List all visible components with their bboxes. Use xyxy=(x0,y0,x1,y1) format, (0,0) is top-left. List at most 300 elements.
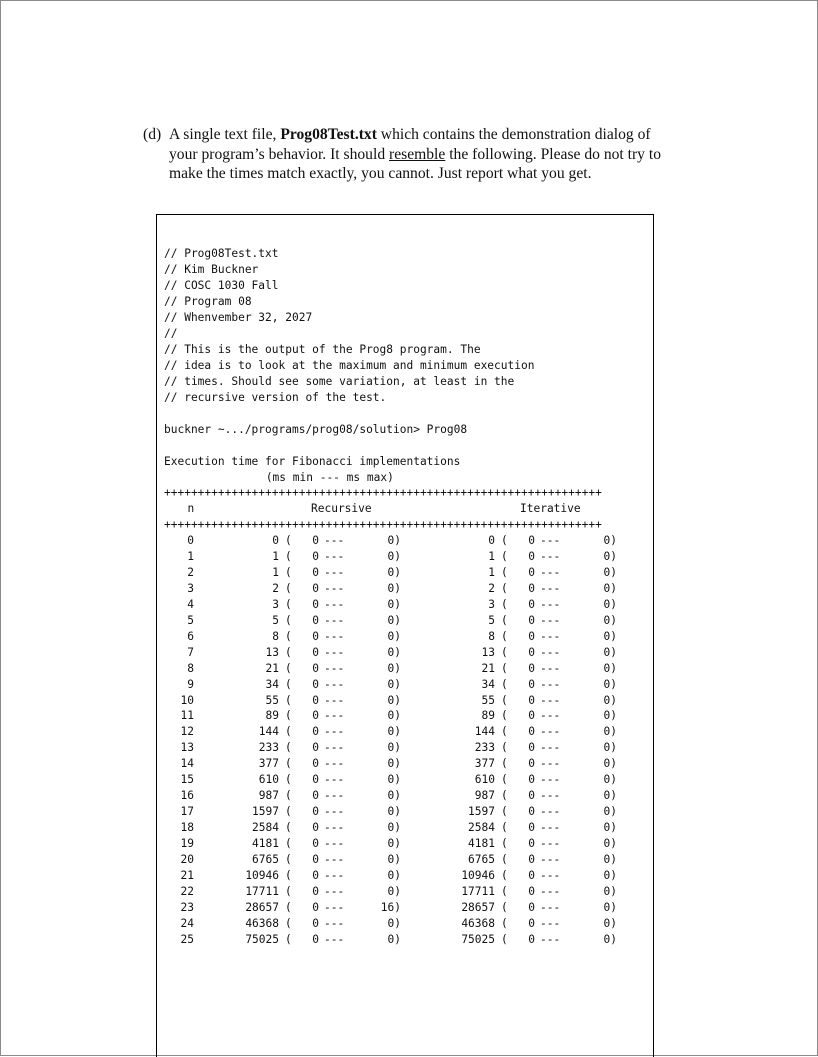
list-item-d xyxy=(143,125,733,184)
cell-recursive-min: 0 xyxy=(312,565,319,579)
item-text-post: which contains the demonstration dialog of xyxy=(376,126,651,143)
cell-n: 12 xyxy=(180,725,194,739)
cell-paren: ( xyxy=(285,565,292,579)
cell-dash: --- xyxy=(540,837,561,851)
cell-dash: --- xyxy=(540,645,561,659)
cell-dash: --- xyxy=(540,661,561,675)
cell-dash: --- xyxy=(540,709,561,723)
table-row xyxy=(164,804,644,820)
cell-paren: ( xyxy=(501,565,508,579)
table-row xyxy=(164,756,644,772)
cell-recursive-value: 1597 xyxy=(252,805,279,819)
cell-dash: --- xyxy=(540,597,561,611)
cell-recursive-max: 0) xyxy=(387,677,401,691)
cell-dash: --- xyxy=(540,853,561,866)
cell-recursive-min: 0 xyxy=(312,821,319,835)
cell-iterative-max: 0) xyxy=(603,916,617,930)
cell-dash: --- xyxy=(540,789,561,803)
item-line2-post: the following. Please do not try to xyxy=(445,145,661,163)
cell-n: 19 xyxy=(180,837,194,851)
table-row xyxy=(164,629,644,645)
cell-recursive-min: 0 xyxy=(312,837,319,851)
cell-dash: --- xyxy=(324,629,345,643)
cell-dash: --- xyxy=(324,549,345,563)
cell-iterative-min: 0 xyxy=(528,837,535,851)
table-row xyxy=(164,788,644,804)
cell-recursive-max: 0) xyxy=(387,661,401,675)
comment-line: // recursive version of the test. xyxy=(164,391,387,404)
cell-paren: ( xyxy=(501,868,508,882)
cell-recursive-min: 0 xyxy=(312,549,319,563)
cell-paren: ( xyxy=(285,613,292,627)
cell-recursive-min: 0 xyxy=(312,741,319,755)
cell-iterative-value: 13 xyxy=(481,645,495,659)
cell-recursive-max: 0) xyxy=(387,645,401,659)
cell-recursive-min: 0 xyxy=(312,757,319,771)
cell-dash: --- xyxy=(324,805,345,819)
cell-recursive-value: 46368 xyxy=(245,916,279,930)
cell-paren: ( xyxy=(501,821,508,835)
column-header-recursive: Recursive xyxy=(311,502,372,515)
cell-iterative-value: 28657 xyxy=(461,900,495,914)
cell-iterative-max: 0) xyxy=(603,613,617,627)
cell-paren: ( xyxy=(501,534,508,547)
table-row xyxy=(164,900,644,916)
cell-paren: ( xyxy=(501,773,508,787)
cell-paren: ( xyxy=(501,677,508,691)
cell-recursive-value: 2584 xyxy=(252,821,279,835)
cell-iterative-value: 0 xyxy=(488,534,495,547)
cell-recursive-min: 0 xyxy=(312,709,319,723)
cell-paren: ( xyxy=(501,900,508,914)
cell-dash: --- xyxy=(540,916,561,930)
cell-paren: ( xyxy=(285,789,292,803)
cell-paren: ( xyxy=(501,613,508,627)
cell-recursive-min: 0 xyxy=(312,789,319,803)
cell-iterative-max: 0) xyxy=(603,597,617,611)
cell-recursive-value: 610 xyxy=(258,773,279,787)
table-row xyxy=(164,852,644,868)
cell-dash: --- xyxy=(324,645,345,659)
cell-paren: ( xyxy=(285,597,292,611)
shell-prompt: buckner ~.../programs/prog08/solution> Prog08 xyxy=(164,423,468,436)
cell-n: 24 xyxy=(180,916,194,930)
cell-paren: ( xyxy=(285,932,292,946)
cell-n: 1 xyxy=(187,549,194,563)
cell-iterative-min: 0 xyxy=(528,853,535,866)
cell-n: 16 xyxy=(180,789,194,803)
cell-iterative-min: 0 xyxy=(528,549,535,563)
cell-dash: --- xyxy=(324,613,345,627)
cell-paren: ( xyxy=(285,837,292,851)
cell-recursive-max: 16) xyxy=(380,900,401,914)
cell-iterative-max: 0) xyxy=(603,693,617,707)
cell-paren: ( xyxy=(285,868,292,882)
comment-line: // COSC 1030 Fall xyxy=(164,279,279,292)
cell-iterative-value: 75025 xyxy=(461,932,495,946)
cell-iterative-max: 0) xyxy=(603,884,617,898)
cell-recursive-value: 10946 xyxy=(245,868,279,882)
cell-paren: ( xyxy=(501,645,508,659)
separator-rule: +++++++++++++++++++++++++++++++++++++++++++++++++++++++++++++++++ xyxy=(164,518,602,531)
cell-paren: ( xyxy=(501,597,508,611)
cell-iterative-min: 0 xyxy=(528,741,535,755)
cell-dash: --- xyxy=(324,534,345,547)
cell-dash: --- xyxy=(540,613,561,627)
cell-recursive-min: 0 xyxy=(312,661,319,675)
cell-recursive-max: 0) xyxy=(387,853,401,866)
cell-dash: --- xyxy=(324,773,345,787)
cell-paren: ( xyxy=(501,916,508,930)
cell-paren: ( xyxy=(285,884,292,898)
item-text-pre: A single text file, xyxy=(169,126,281,143)
cell-iterative-min: 0 xyxy=(528,900,535,914)
cell-n: 5 xyxy=(187,613,194,627)
cell-iterative-value: 233 xyxy=(474,741,495,755)
cell-recursive-value: 3 xyxy=(272,597,279,611)
cell-iterative-value: 4181 xyxy=(468,837,495,851)
cell-dash: --- xyxy=(324,837,345,851)
cell-recursive-value: 34 xyxy=(265,677,279,691)
cell-recursive-min: 0 xyxy=(312,773,319,787)
cell-paren: ( xyxy=(285,549,292,563)
cell-dash: --- xyxy=(324,853,345,866)
cell-recursive-min: 0 xyxy=(312,932,319,946)
cell-recursive-max: 0) xyxy=(387,805,401,819)
cell-recursive-min: 0 xyxy=(312,725,319,739)
cell-paren: ( xyxy=(285,629,292,643)
cell-recursive-max: 0) xyxy=(387,549,401,563)
cell-recursive-value: 8 xyxy=(272,629,279,643)
table-row xyxy=(164,661,644,677)
cell-n: 13 xyxy=(180,741,194,755)
cell-iterative-max: 0) xyxy=(603,549,617,563)
comment-line: // idea is to look at the maximum and minimum execution xyxy=(164,359,535,372)
cell-iterative-min: 0 xyxy=(528,932,535,946)
cell-n: 11 xyxy=(180,709,194,723)
cell-recursive-max: 0) xyxy=(387,916,401,930)
cell-dash: --- xyxy=(540,741,561,755)
cell-iterative-max: 0) xyxy=(603,645,617,659)
cell-iterative-value: 55 xyxy=(481,693,495,707)
cell-dash: --- xyxy=(324,677,345,691)
cell-dash: --- xyxy=(540,581,561,595)
cell-n: 4 xyxy=(187,597,194,611)
item-text xyxy=(170,125,733,184)
cell-paren: ( xyxy=(501,757,508,771)
cell-iterative-value: 10946 xyxy=(461,868,495,882)
cell-recursive-min: 0 xyxy=(312,613,319,627)
cell-n: 14 xyxy=(180,757,194,771)
cell-paren: ( xyxy=(285,677,292,691)
cell-iterative-max: 0) xyxy=(603,821,617,835)
cell-iterative-min: 0 xyxy=(528,597,535,611)
cell-iterative-max: 0) xyxy=(603,741,617,755)
cell-recursive-min: 0 xyxy=(312,868,319,882)
cell-recursive-value: 1 xyxy=(272,565,279,579)
cell-recursive-max: 0) xyxy=(387,693,401,707)
cell-paren: ( xyxy=(285,900,292,914)
output-title: Execution time for Fibonacci implementations xyxy=(164,455,461,468)
cell-n: 23 xyxy=(180,900,194,914)
cell-recursive-max: 0) xyxy=(387,884,401,898)
cell-n: 10 xyxy=(180,693,194,707)
table-row xyxy=(164,549,644,565)
underlined-word: resemble xyxy=(389,145,446,163)
item-line2-pre: your program’s behavior. It should xyxy=(169,145,390,163)
cell-paren: ( xyxy=(285,661,292,675)
cell-recursive-value: 0 xyxy=(272,534,279,547)
cell-iterative-max: 0) xyxy=(603,565,617,579)
cell-iterative-min: 0 xyxy=(528,789,535,803)
table-row xyxy=(164,836,644,852)
column-header-row xyxy=(164,501,644,517)
cell-recursive-value: 55 xyxy=(265,693,279,707)
table-row xyxy=(164,645,644,661)
cell-recursive-min: 0 xyxy=(312,597,319,611)
separator-rule: +++++++++++++++++++++++++++++++++++++++++++++++++++++++++++++++++ xyxy=(164,486,602,499)
cell-iterative-value: 5 xyxy=(488,613,495,627)
cell-iterative-max: 0) xyxy=(603,932,617,946)
cell-n: 2 xyxy=(187,565,194,579)
cell-dash: --- xyxy=(324,757,345,771)
comment-line: // times. Should see some variation, at least in the xyxy=(164,375,515,388)
cell-iterative-min: 0 xyxy=(528,629,535,643)
cell-recursive-value: 21 xyxy=(265,661,279,675)
cell-iterative-max: 0) xyxy=(603,725,617,739)
cell-dash: --- xyxy=(540,757,561,771)
cell-recursive-max: 0) xyxy=(387,581,401,595)
comment-line: // Whenvember 32, 2027 xyxy=(164,311,313,324)
cell-iterative-max: 0) xyxy=(603,837,617,851)
cell-dash: --- xyxy=(324,916,345,930)
cell-iterative-value: 610 xyxy=(474,773,495,787)
cell-recursive-value: 4181 xyxy=(252,837,279,851)
cell-iterative-value: 987 xyxy=(474,789,495,803)
cell-dash: --- xyxy=(540,725,561,739)
cell-dash: --- xyxy=(540,884,561,898)
cell-paren: ( xyxy=(501,693,508,707)
cell-n: 17 xyxy=(180,805,194,819)
cell-recursive-value: 377 xyxy=(258,757,279,771)
cell-recursive-max: 0) xyxy=(387,821,401,835)
cell-paren: ( xyxy=(501,725,508,739)
cell-paren: ( xyxy=(501,932,508,946)
cell-dash: --- xyxy=(324,932,345,946)
cell-recursive-max: 0) xyxy=(387,773,401,787)
cell-dash: --- xyxy=(324,709,345,723)
cell-recursive-max: 0) xyxy=(387,709,401,723)
cell-iterative-value: 21 xyxy=(481,661,495,675)
cell-n: 25 xyxy=(180,932,194,946)
cell-dash: --- xyxy=(540,805,561,819)
cell-iterative-value: 377 xyxy=(474,757,495,771)
table-row xyxy=(164,932,644,948)
cell-dash: --- xyxy=(540,821,561,835)
cell-recursive-max: 0) xyxy=(387,789,401,803)
cell-paren: ( xyxy=(501,629,508,643)
cell-iterative-max: 0) xyxy=(603,629,617,643)
column-header-n: n xyxy=(174,502,195,515)
cell-iterative-max: 0) xyxy=(603,677,617,691)
cell-n: 0 xyxy=(187,534,194,547)
cell-recursive-min: 0 xyxy=(312,677,319,691)
cell-dash: --- xyxy=(324,581,345,595)
cell-dash: --- xyxy=(540,900,561,914)
cell-recursive-max: 0) xyxy=(387,534,401,547)
cell-paren: ( xyxy=(285,773,292,787)
comment-line: // Kim Buckner xyxy=(164,263,259,276)
cell-iterative-max: 0) xyxy=(603,709,617,723)
item-line-1 xyxy=(170,125,733,145)
cell-dash: --- xyxy=(324,789,345,803)
cell-paren: ( xyxy=(501,837,508,851)
cell-recursive-value: 2 xyxy=(272,581,279,595)
table-row xyxy=(164,724,644,740)
cell-n: 15 xyxy=(180,773,194,787)
cell-n: 8 xyxy=(187,661,194,675)
table-row xyxy=(164,868,644,884)
cell-n: 20 xyxy=(180,853,194,866)
cell-dash: --- xyxy=(324,900,345,914)
cell-paren: ( xyxy=(501,884,508,898)
cell-paren: ( xyxy=(285,853,292,866)
table-row xyxy=(164,581,644,597)
cell-recursive-max: 0) xyxy=(387,613,401,627)
cell-recursive-min: 0 xyxy=(312,693,319,707)
cell-paren: ( xyxy=(501,549,508,563)
cell-dash: --- xyxy=(540,549,561,563)
cell-iterative-max: 0) xyxy=(603,853,617,866)
cell-iterative-max: 0) xyxy=(603,773,617,787)
cell-recursive-max: 0) xyxy=(387,741,401,755)
cell-recursive-value: 5 xyxy=(272,613,279,627)
cell-iterative-min: 0 xyxy=(528,677,535,691)
cell-paren: ( xyxy=(285,693,292,707)
cell-paren: ( xyxy=(285,821,292,835)
cell-iterative-max: 0) xyxy=(603,789,617,803)
cell-recursive-value: 75025 xyxy=(245,932,279,946)
cell-dash: --- xyxy=(324,597,345,611)
cell-dash: --- xyxy=(540,693,561,707)
cell-dash: --- xyxy=(324,741,345,755)
cell-recursive-value: 233 xyxy=(258,741,279,755)
cell-recursive-value: 89 xyxy=(265,709,279,723)
cell-iterative-value: 1597 xyxy=(468,805,495,819)
cell-recursive-value: 13 xyxy=(265,645,279,659)
item-label: (d) xyxy=(143,126,162,143)
item-line-3: make the times match exactly, you cannot. Just report what you get. xyxy=(169,165,592,182)
cell-iterative-value: 1 xyxy=(488,565,495,579)
cell-paren: ( xyxy=(501,581,508,595)
cell-recursive-value: 987 xyxy=(258,789,279,803)
cell-n: 18 xyxy=(180,821,194,835)
column-header-iterative: Iterative xyxy=(520,502,581,515)
cell-iterative-min: 0 xyxy=(528,693,535,707)
cell-iterative-value: 34 xyxy=(481,677,495,691)
cell-iterative-max: 0) xyxy=(603,805,617,819)
cell-recursive-min: 0 xyxy=(312,805,319,819)
cell-paren: ( xyxy=(285,534,292,547)
cell-iterative-max: 0) xyxy=(603,661,617,675)
table-row xyxy=(164,597,644,613)
cell-iterative-value: 1 xyxy=(488,549,495,563)
cell-dash: --- xyxy=(324,661,345,675)
cell-iterative-min: 0 xyxy=(528,581,535,595)
cell-recursive-value: 6765 xyxy=(252,853,279,866)
cell-iterative-value: 144 xyxy=(474,725,495,739)
code-listing xyxy=(156,214,654,1057)
table-row xyxy=(164,693,644,709)
table-row xyxy=(164,916,644,932)
table-row xyxy=(164,677,644,693)
cell-iterative-min: 0 xyxy=(528,868,535,882)
cell-recursive-max: 0) xyxy=(387,597,401,611)
cell-n: 21 xyxy=(180,868,194,882)
cell-recursive-max: 0) xyxy=(387,725,401,739)
cell-recursive-min: 0 xyxy=(312,853,319,866)
cell-iterative-min: 0 xyxy=(528,805,535,819)
comment-line: // Program 08 xyxy=(164,295,252,308)
cell-paren: ( xyxy=(501,709,508,723)
output-subtitle: (ms min --- ms max) xyxy=(185,471,394,484)
cell-iterative-value: 17711 xyxy=(461,884,495,898)
cell-paren: ( xyxy=(501,741,508,755)
cell-n: 22 xyxy=(180,884,194,898)
cell-dash: --- xyxy=(540,534,561,547)
cell-iterative-min: 0 xyxy=(528,613,535,627)
comment-line: // xyxy=(164,327,178,340)
cell-paren: ( xyxy=(285,645,292,659)
cell-iterative-value: 2584 xyxy=(468,821,495,835)
cell-paren: ( xyxy=(501,789,508,803)
cell-iterative-max: 0) xyxy=(603,581,617,595)
cell-iterative-min: 0 xyxy=(528,916,535,930)
cell-dash: --- xyxy=(324,868,345,882)
cell-dash: --- xyxy=(540,773,561,787)
cell-recursive-max: 0) xyxy=(387,565,401,579)
cell-paren: ( xyxy=(285,725,292,739)
cell-recursive-min: 0 xyxy=(312,534,319,547)
cell-iterative-min: 0 xyxy=(528,661,535,675)
comment-line: // Prog08Test.txt xyxy=(164,247,279,260)
cell-recursive-min: 0 xyxy=(312,900,319,914)
cell-recursive-max: 0) xyxy=(387,837,401,851)
cell-dash: --- xyxy=(540,629,561,643)
cell-iterative-value: 6765 xyxy=(468,853,495,866)
table-row xyxy=(164,820,644,836)
cell-n: 9 xyxy=(187,677,194,691)
cell-recursive-max: 0) xyxy=(387,629,401,643)
cell-recursive-max: 0) xyxy=(387,757,401,771)
cell-paren: ( xyxy=(285,805,292,819)
cell-iterative-value: 89 xyxy=(481,709,495,723)
cell-dash: --- xyxy=(324,884,345,898)
cell-iterative-value: 3 xyxy=(488,597,495,611)
cell-paren: ( xyxy=(285,709,292,723)
cell-recursive-value: 144 xyxy=(258,725,279,739)
table-row xyxy=(164,740,644,756)
cell-iterative-min: 0 xyxy=(528,773,535,787)
file-name: Prog08Test.txt xyxy=(280,126,377,143)
cell-dash: --- xyxy=(540,868,561,882)
cell-paren: ( xyxy=(285,916,292,930)
cell-n: 7 xyxy=(187,645,194,659)
cell-iterative-max: 0) xyxy=(603,534,617,547)
cell-recursive-min: 0 xyxy=(312,884,319,898)
table-row xyxy=(164,565,644,581)
item-line-2 xyxy=(170,145,733,165)
